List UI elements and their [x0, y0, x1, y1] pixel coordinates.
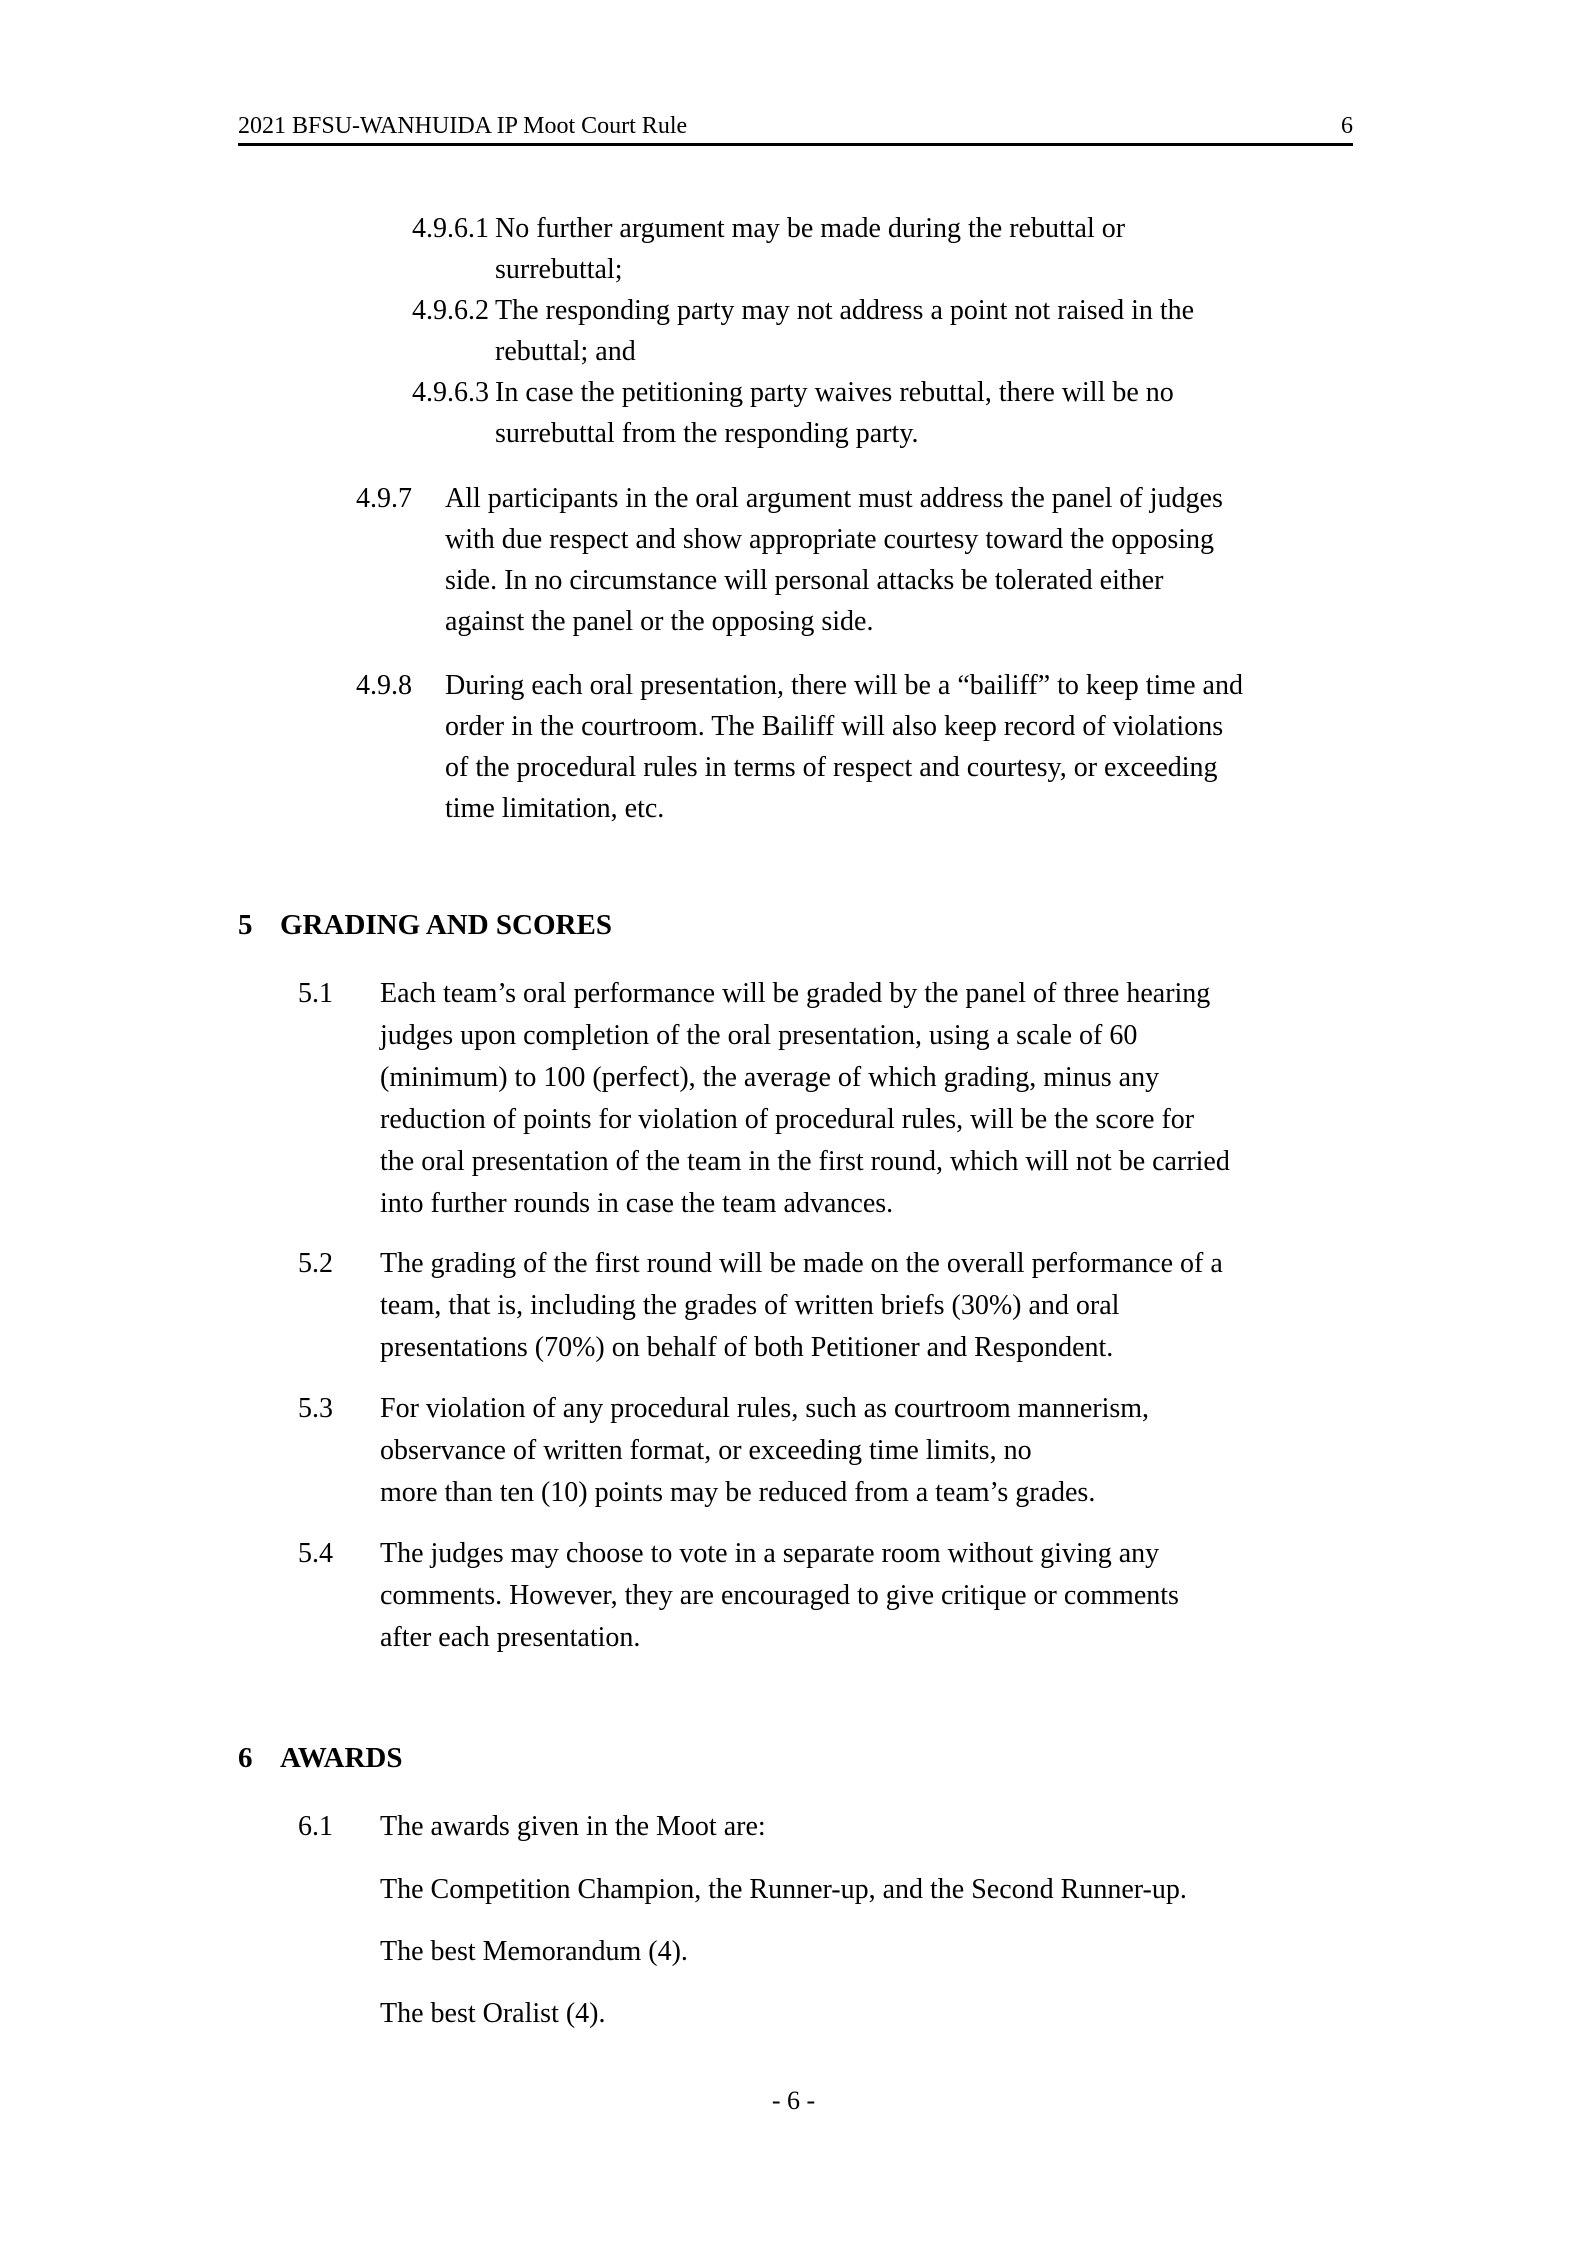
clause-line: In case the petitioning party waives rebuttal, there will be no [495, 377, 1174, 408]
clause-line: The responding party may not address a point not raised in the [495, 295, 1195, 326]
section-heading-number: 6 [238, 1742, 253, 1774]
clause-number: 5.4 [298, 1538, 333, 1569]
clause-line: The best Memorandum (4). [380, 1936, 688, 1967]
clause-line: (minimum) to 100 (perfect), the average of which grading, minus any [380, 1062, 1160, 1093]
section-5-heading [238, 903, 612, 947]
clause-line: time limitation, etc. [445, 793, 665, 824]
clause-line: comments. However, they are encouraged to give critique or comments [380, 1580, 1179, 1611]
clause-line: All participants in the oral argument must address the panel of judges [445, 483, 1223, 514]
clause-line: after each presentation. [380, 1622, 641, 1653]
section-6-heading [238, 1736, 402, 1780]
clause-5-3 [298, 1388, 1150, 1514]
clause-5-2-body [298, 1243, 1223, 1369]
clause-line: The Competition Champion, the Runner-up, and the Second Runner-up. [380, 1874, 1187, 1905]
award-line-memorandum [380, 1931, 688, 1973]
clause-line: Each team’s oral performance will be graded by the panel of three hearing [380, 978, 1211, 1009]
clause-line: reduction of points for violation of procedural rules, will be the score for [380, 1104, 1195, 1135]
clause-4-9-6-1 [412, 208, 1194, 290]
clause-line: the oral presentation of the team in the first round, which will not be carried [380, 1146, 1230, 1177]
clause-5-1 [298, 973, 1230, 1225]
clause-number: 6.1 [298, 1811, 333, 1842]
clause-6-1 [298, 1806, 766, 1848]
clause-line: team, that is, including the grades of written briefs (30%) and oral [380, 1290, 1120, 1321]
section-heading-number: 5 [238, 909, 253, 941]
clause-line: into further rounds in case the team advances. [380, 1188, 894, 1219]
clause-number: 4.9.6.1 [412, 213, 489, 244]
clause-number: 4.9.6.2 [412, 295, 489, 326]
clause-number: 4.9.6.3 [412, 377, 489, 408]
clause-line: judges upon completion of the oral presentation, using a scale of 60 [380, 1020, 1138, 1051]
clause-line: against the panel or the opposing side. [445, 606, 874, 637]
clause-line: more than ten (10) points may be reduced from a team’s grades. [380, 1477, 1096, 1508]
clause-line: presentations (70%) on behalf of both Petitioner and Respondent. [380, 1332, 1114, 1363]
clause-line: The judges may choose to vote in a separate room without giving any [380, 1538, 1160, 1569]
clause-line: surrebuttal from the responding party. [495, 418, 919, 449]
clause-line: No further argument may be made during the rebuttal or [495, 213, 1126, 244]
clause-line: with due respect and show appropriate courtesy toward the opposing [445, 524, 1215, 555]
clause-4-9-7-body [356, 478, 1223, 642]
header-title: 2021 BFSU-WANHUIDA IP Moot Court Rule [238, 113, 688, 139]
clause-5-4-body [298, 1533, 1179, 1659]
clause-4-9-7 [356, 478, 1223, 642]
clause-number: 4.9.7 [356, 483, 412, 514]
clause-line: The awards given in the Moot are: [380, 1811, 766, 1842]
clause-4-9-8 [356, 665, 1243, 829]
clause-number: 5.3 [298, 1393, 333, 1424]
clause-6-1-body [298, 1806, 766, 1848]
award-line-champion [380, 1869, 1187, 1911]
clause-line: of the procedural rules in terms of respect and courtesy, or exceeding [445, 752, 1218, 783]
clause-5-4 [298, 1533, 1179, 1659]
clause-line: surrebuttal; [495, 254, 623, 285]
clause-number: 4.9.8 [356, 670, 412, 701]
page-header [238, 112, 1353, 146]
clause-4-9-6-3 [412, 372, 1194, 454]
clause-line: rebuttal; and [495, 336, 636, 367]
clause-4-9-8-body [356, 665, 1243, 829]
clause-5-1-body [298, 973, 1230, 1225]
clause-line: observance of written format, or exceeding time limits, no [380, 1435, 1032, 1466]
clause-line: side. In no circumstance will personal attacks be tolerated either [445, 565, 1164, 596]
clause-line: The best Oralist (4). [380, 1998, 606, 2029]
footer-page-number: - 6 - [771, 2086, 816, 2115]
clause-group-4-9-6 [412, 208, 1195, 454]
award-line-oralist [380, 1993, 606, 2035]
clause-number: 5.1 [298, 978, 333, 1009]
header-page-number: 6 [1341, 113, 1353, 139]
clause-number: 5.2 [298, 1248, 333, 1279]
clause-line: The grading of the first round will be made on the overall performance of a [380, 1248, 1223, 1279]
section-heading-title: GRADING AND SCORES [280, 909, 612, 941]
clause-4-9-6-2 [412, 290, 1195, 372]
clause-5-2 [298, 1243, 1223, 1369]
clause-line: For violation of any procedural rules, such as courtroom mannerism, [380, 1393, 1150, 1424]
clause-line: order in the courtroom. The Bailiff will also keep record of violations [445, 711, 1224, 742]
section-heading-title: AWARDS [280, 1742, 403, 1774]
clause-line: During each oral presentation, there will be a “bailiff” to keep time and [445, 670, 1243, 701]
clause-5-3-body [298, 1388, 1150, 1514]
